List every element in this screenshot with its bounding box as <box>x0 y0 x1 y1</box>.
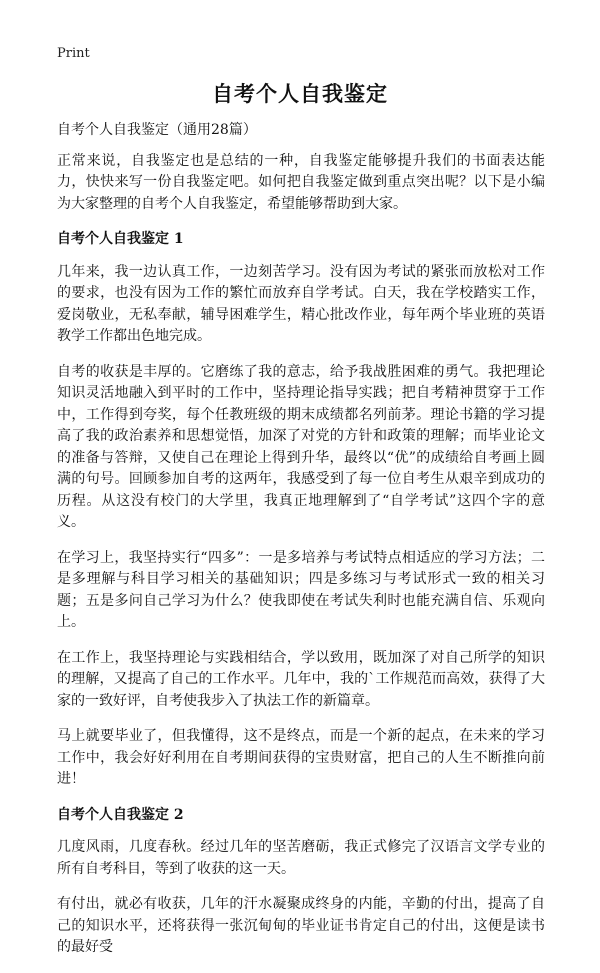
article-body <box>57 120 545 973</box>
section-paragraph: 有付出，就必有收获，几年的汗水凝聚成终身的内能，辛勤的付出，提高了自己的知识水平，还将获得一张沉甸甸的毕业证书肯定自己的付出，这便是读书的最好受 <box>57 896 545 955</box>
section-paragraph: 几年来，我一边认真工作，一边刻苦学习。没有因为考试的紧张而放松对工作的要求，也没有因为工作的繁忙而放弃自学考试。白天，我在学校踏实工作，爱岗敬业，无私奉献，辅导困难学生，精心批改作业，每年两个毕业班的英语教学工作都出色地完成。 <box>57 263 545 344</box>
section-heading: 自考个人自我鉴定 1 <box>57 231 184 247</box>
intro-paragraph: 正常来说，自我鉴定也是总结的一种，自我鉴定能够提升我们的书面表达能力，快快来写一份自我鉴定吧。如何把自我鉴定做到重点突出呢？以下是小编为大家整理的自考个人自我鉴定，希望能够帮助到大家。 <box>57 152 545 212</box>
section-paragraph: 自考的收获是丰厚的。它磨练了我的意志，给予我战胜困难的勇气。我把理论知识灵活地融入到平时的工作中，坚持理论指导实践；把自考精神贯穿于工作中，工作得到夸奖，每个任教班级的期末成绩都名列前茅。理论书籍的学习提高了我的政治素养和思想觉悟，加深了对党的方针和政策的理解；而毕业论文的准备与答辩，又使自己在理论上得到升华，最终以“优”的成绩给自考画上圆满的句号。回顾参加自考的这两年，我感受到了每一位自考生从艰辛到成功的历程。从这没有校门的大学里，我真正地理解到了“自学考试”这四个字的意义。 <box>57 363 545 530</box>
print-link[interactable]: Print <box>57 46 90 61</box>
section-1 <box>57 229 545 791</box>
section-paragraph: 在工作上，我坚持理论与实践相结合，学以致用，既加深了对自己所学的知识的理解，又提高了自己的工作水平。几年中，我的`工作规范而高效，获得了大家的一致好评，自考使我步入了执法工作的新篇章。 <box>57 649 545 709</box>
section-heading: 自考个人自我鉴定 2 <box>57 806 184 823</box>
section-paragraph: 在学习上，我坚持实行“四多”：一是多培养与考试特点相适应的学习方法；二是多理解与科目学习相关的基础知识；四是多练习与考试形式一致的相关习题；五是多问自己学习为什么？使我即使在考试失利时也能充满自信、乐观向上。 <box>57 549 545 630</box>
section-paragraph: 马上就要毕业了，但我懂得，这不是终点，而是一个新的起点，在未来的学习工作中，我会好好利用在自考期间获得的宝贵财富，把自己的人生不断推向前进！ <box>57 728 545 787</box>
section-paragraph: 几度风雨，几度春秋。经过几年的坚苦磨砺，我正式修完了汉语言文学专业的所有自考科目，等到了收获的这一天。 <box>57 839 545 877</box>
article-subtitle: 自考个人自我鉴定（通用28篇） <box>57 122 257 138</box>
page-title: 自考个人自我鉴定 <box>212 81 388 106</box>
section-2 <box>57 805 545 959</box>
